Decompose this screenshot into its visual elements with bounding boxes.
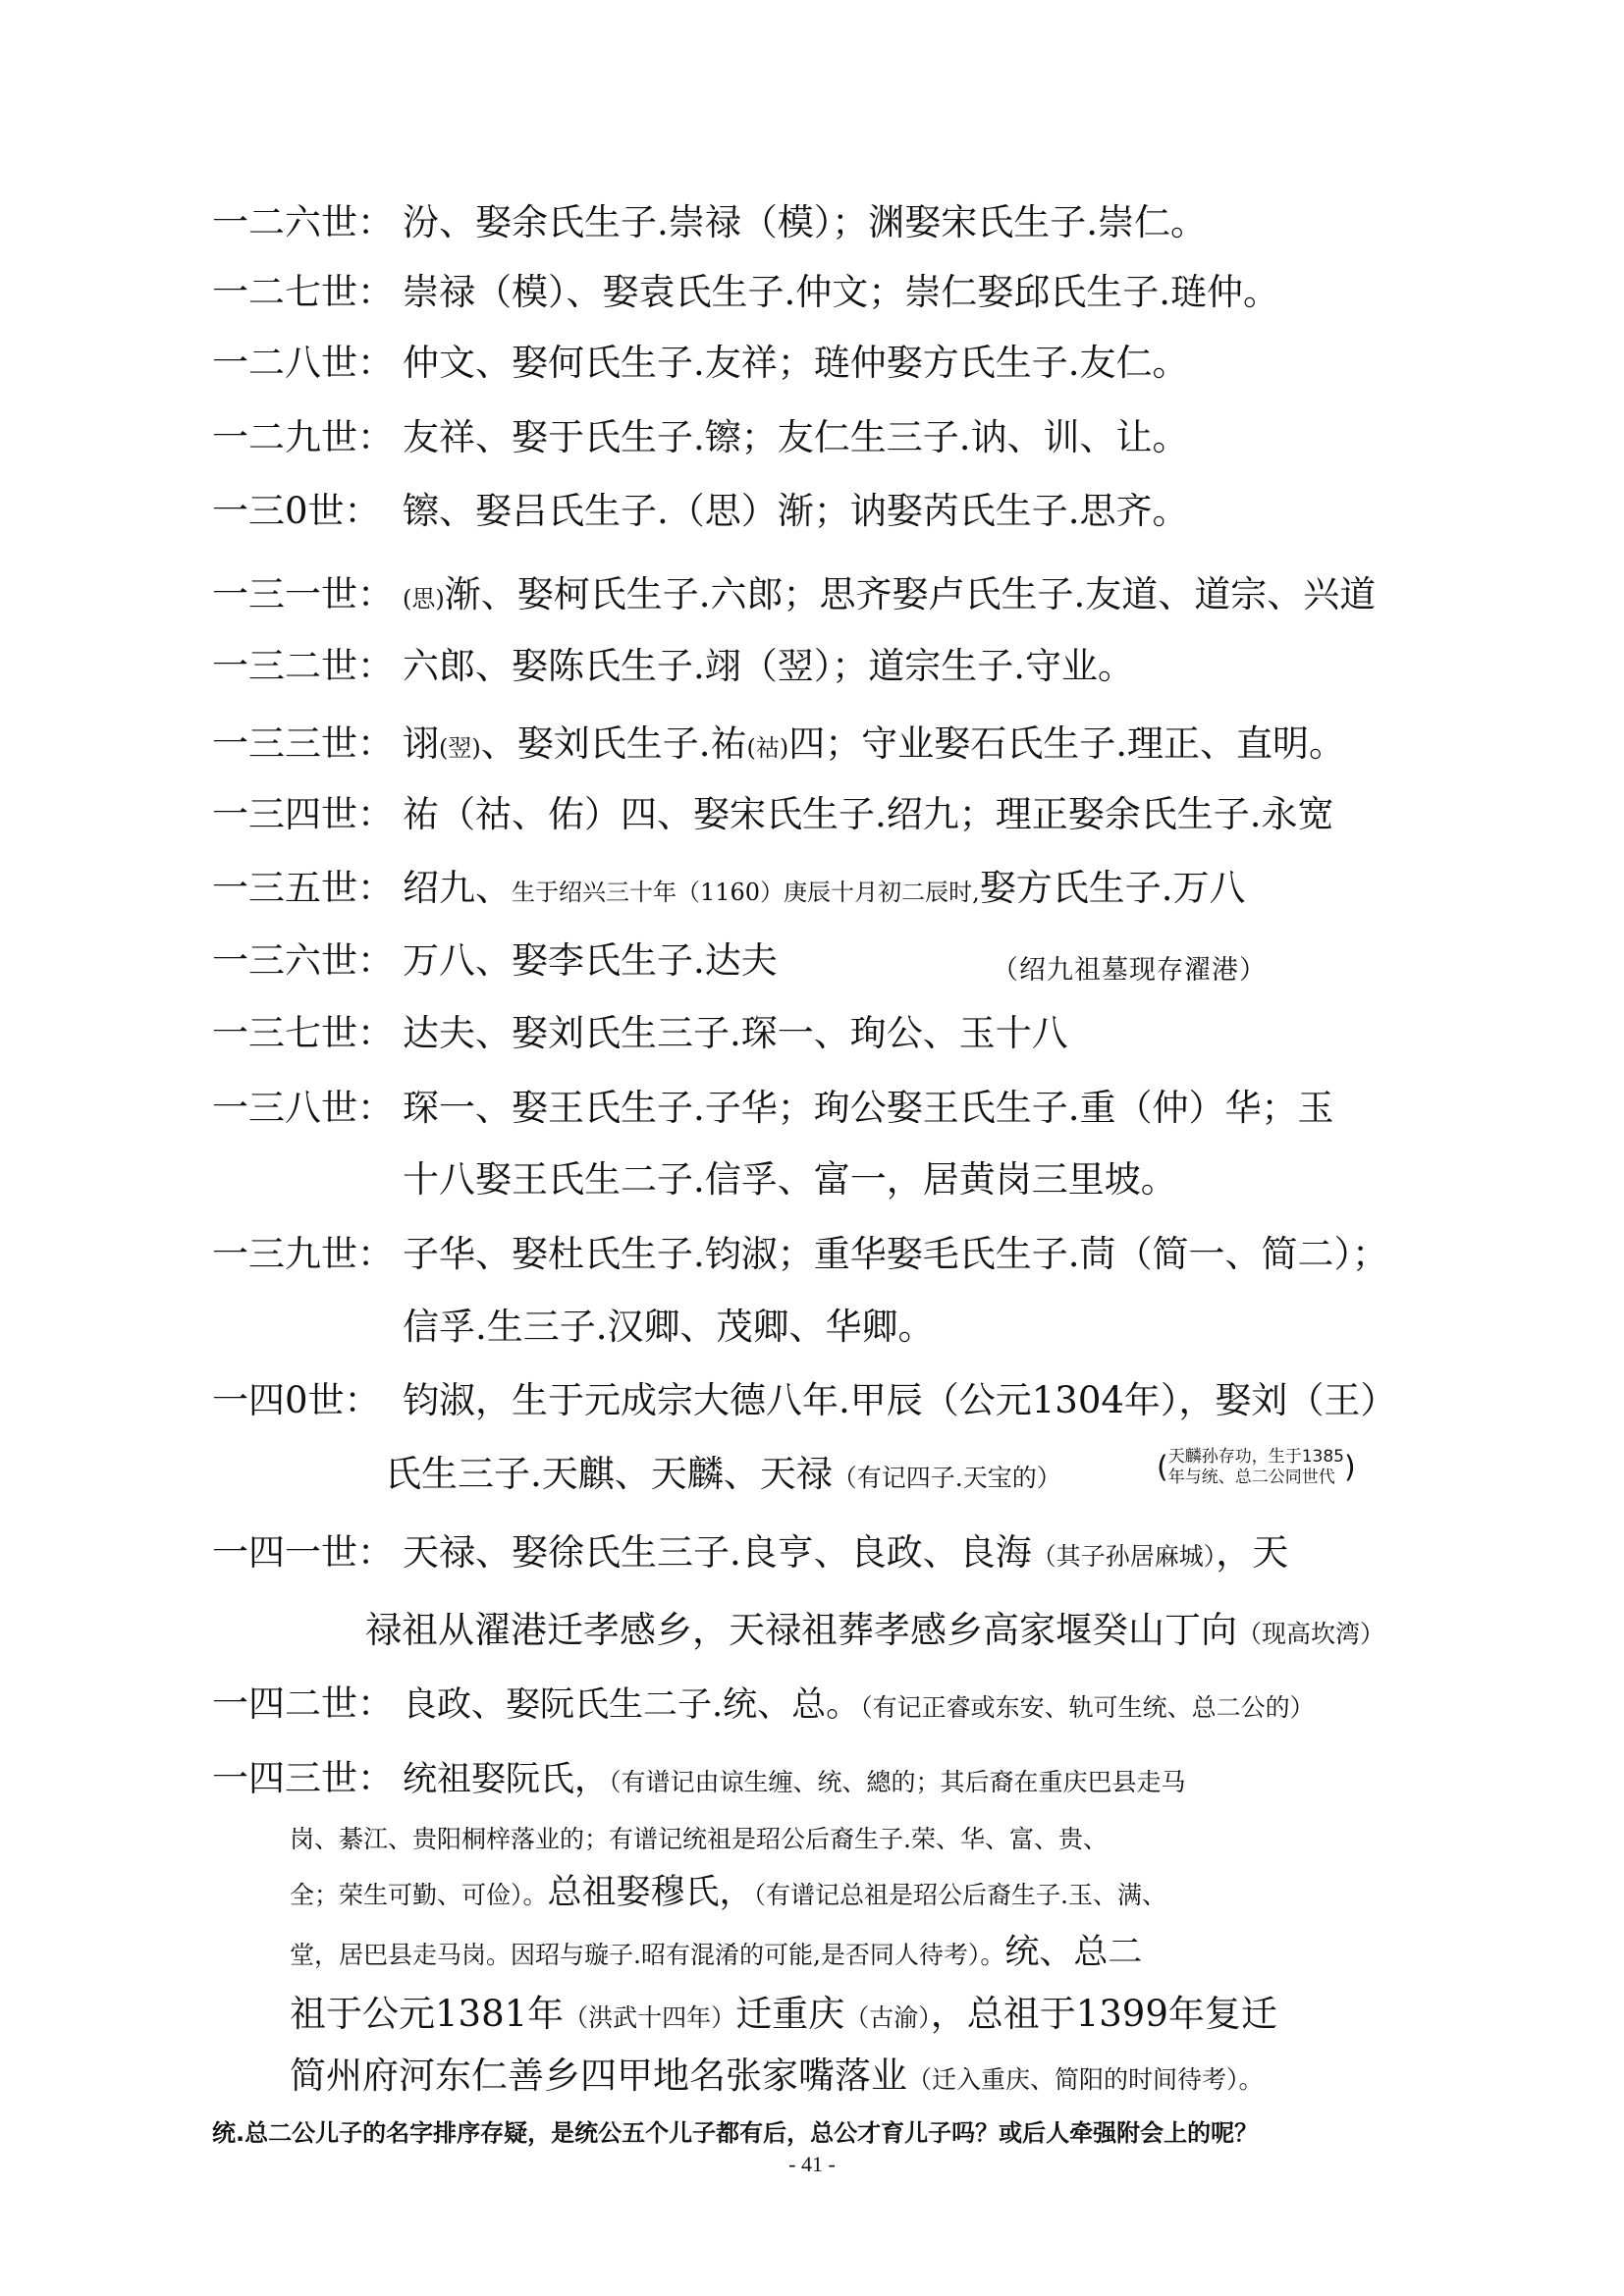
line-text: 天禄、娶徐氏生三子.良亨、良政、良海 xyxy=(403,1531,1032,1574)
generation-label: 一二八世： xyxy=(212,342,394,384)
line-text: 统祖娶阮氏， xyxy=(403,1760,610,1799)
line-text: 禄祖从濯港迁孝感乡，天禄祖葬孝感乡高家堰癸山丁向 xyxy=(365,1609,1237,1651)
line-note: （有谱记总祖是玿公后裔生子.玉、满、 xyxy=(753,1881,1166,1909)
line-text: 十八娶王氏生二子.信孚、富一，居黄岗三里坡。 xyxy=(403,1158,1177,1201)
line-text: ，天 xyxy=(1216,1531,1289,1574)
genealogy-line-143-cont2 xyxy=(290,1870,1166,1917)
line-text: 六郎、娶陈氏生子.翊（翌）；道宗生子.守业。 xyxy=(403,645,1135,687)
genealogy-line-129 xyxy=(212,416,1189,459)
genealogy-line-143-cont4 xyxy=(290,1993,1277,2040)
line-note: 堂，居巴县走马岗。因玿与璇子.昭有混淆的可能,是否同人待考）。 xyxy=(290,1941,1005,1969)
genealogy-line-143-cont5 xyxy=(290,2055,1264,2102)
line-note: （迁入重庆、简阳的时间待考）。 xyxy=(907,2065,1264,2094)
genealogy-line-140-cont xyxy=(385,1453,1061,1500)
line-text: 统、总二 xyxy=(1004,1933,1143,1972)
line-text: 迁重庆 xyxy=(735,1993,845,2035)
line-note: 全；荣生可勤、可俭）。 xyxy=(290,1881,548,1909)
genealogy-line-128 xyxy=(212,342,1189,385)
side-note-line: 年与统、总二公同世代 xyxy=(1167,1468,1335,1487)
generation-label: 一二六世： xyxy=(212,201,394,243)
generation-label: 一四0世： xyxy=(212,1379,381,1421)
generation-label: 一三八世： xyxy=(212,1087,394,1129)
line-note: （有记四子.天宝的） xyxy=(832,1464,1061,1492)
genealogy-line-138-cont xyxy=(403,1158,1177,1201)
line-note: （古渝） xyxy=(844,2003,931,2032)
tomb-note: （绍九祖墓现存濯港） xyxy=(992,955,1267,986)
generation-label: 一四二世： xyxy=(212,1682,394,1725)
genealogy-line-143-cont3 xyxy=(290,1930,1142,1977)
genealogy-line-131 xyxy=(212,573,1376,620)
genealogy-line-140 xyxy=(212,1379,1396,1422)
genealogy-line-134 xyxy=(212,793,1334,836)
line-text: 信孚.生三子.汉卿、茂卿、华卿。 xyxy=(403,1306,935,1348)
generation-label: 一三五世： xyxy=(212,867,394,909)
generation-label: 一二九世： xyxy=(212,416,394,458)
line-note: 岗、綦江、贵阳桐梓落业的；有谱记统祖是玿公后裔生子.荣、华、富、贵、 xyxy=(290,1825,1108,1853)
line-text: 、娶刘氏生子.祐 xyxy=(480,722,747,765)
line-text: 镲、娶吕氏生子.（思）渐；讷娶芮氏生子.思齐。 xyxy=(403,490,1189,532)
line-text: 钧淑，生于元成宗大德八年.甲辰（公元1304年），娶刘（王） xyxy=(403,1379,1397,1421)
generation-label: 一三四世： xyxy=(212,793,394,835)
generation-label: 一四一世： xyxy=(212,1531,394,1574)
line-text: 达夫、娶刘氏生三子.琛一、珣公、玉十八 xyxy=(403,1012,1068,1054)
line-note: （其子孙居麻城） xyxy=(1031,1542,1217,1571)
line-text: ，总祖于1399年复迁 xyxy=(930,1993,1277,2035)
generation-label: 一四三世： xyxy=(212,1757,394,1799)
generation-label: 一三0世： xyxy=(212,490,381,532)
generation-label: 一三九世： xyxy=(212,1233,394,1275)
genealogy-line-132 xyxy=(212,645,1134,688)
line-text: 子华、娶杜氏生子.钧淑；重华娶毛氏生子.茼（简一、简二）； xyxy=(403,1233,1389,1275)
line-note: （有谱记由谅生缠、统、總的；其后裔在重庆巴县走马 xyxy=(609,1768,1186,1796)
line-text: 渐、娶柯氏生子.六郎；思齐娶卢氏生子.友道、道宗、兴道 xyxy=(444,573,1377,615)
genealogy-line-127 xyxy=(212,271,1279,314)
page-number: - 41 - xyxy=(788,2152,836,2176)
genealogy-line-143-cont1 xyxy=(290,1814,1108,1861)
line-small-text: (祜) xyxy=(746,734,789,762)
line-text: 仲文、娶何氏生子.友祥；琏仲娶方氏生子.友仁。 xyxy=(403,342,1189,384)
line-text: 四；守业娶石氏生子.理正、直明。 xyxy=(788,722,1345,765)
generation-label: 一二七世： xyxy=(212,271,394,313)
generation-label: 一三三世： xyxy=(212,722,394,765)
genealogy-line-142 xyxy=(212,1682,1315,1730)
genealogy-line-141 xyxy=(212,1531,1288,1578)
line-text: 娶方氏生子.万八 xyxy=(979,867,1246,909)
footer-question: 统.总二公儿子的名字排序存疑，是统公五个儿子都有后，总公才育儿子吗？或后人牵强附会上的呢？ xyxy=(212,2119,1259,2147)
generation-label: 一三一世： xyxy=(212,573,394,615)
genealogy-line-139-cont xyxy=(403,1306,935,1349)
line-note: （洪武十四年） xyxy=(564,2003,736,2032)
line-note: （现高坎湾） xyxy=(1237,1620,1385,1648)
line-text: 祖于公元1381年 xyxy=(290,1993,565,2035)
line-text: 良政、娶阮氏生二子.统、总。 xyxy=(403,1685,861,1725)
line-text: 总祖娶穆氏， xyxy=(547,1873,754,1912)
line-small-text: 生于绍兴三十年（1160）庚辰十月初二辰时, xyxy=(512,879,980,906)
line-text: 氏生三子.天麒、天麟、天禄 xyxy=(385,1453,833,1495)
generation-label: 一三七世： xyxy=(212,1012,394,1054)
genealogy-line-135 xyxy=(212,867,1245,914)
side-note-line: 天麟孙存功，生于1385 xyxy=(1167,1447,1344,1467)
line-small-text: (思) xyxy=(403,585,445,613)
line-text: 琛一、娶王氏生子.子华；珣公娶王氏生子.重（仲）华；玉 xyxy=(403,1087,1334,1129)
line-text: 诩 xyxy=(403,722,439,765)
genealogy-line-137 xyxy=(212,1012,1068,1055)
genealogy-line-126 xyxy=(212,201,1207,244)
genealogy-line-143 xyxy=(212,1757,1186,1804)
line-note: （有记正睿或东安、轨可生统、总二公的） xyxy=(860,1693,1315,1722)
genealogy-line-139 xyxy=(212,1233,1388,1276)
line-text: 绍九、 xyxy=(403,867,512,909)
generation-label: 一三六世： xyxy=(212,939,394,982)
line-text: 万八、娶李氏生子.达夫 xyxy=(403,939,778,982)
genealogy-line-138 xyxy=(212,1087,1334,1130)
genealogy-line-136 xyxy=(212,939,778,983)
line-text: 汾、娶余氏生子.崇禄（模）；渊娶宋氏生子.崇仁。 xyxy=(403,201,1208,243)
side-note: (天麟孙存功，生于1385 年与统、总二公同世代 ) xyxy=(1157,1447,1356,1487)
genealogy-line-141-cont xyxy=(365,1609,1384,1656)
genealogy-line-133 xyxy=(212,722,1345,770)
genealogy-line-130 xyxy=(212,490,1189,533)
line-text: 祐（祜、佑）四、娶宋氏生子.绍九；理正娶余氏生子.永宽 xyxy=(403,793,1334,835)
line-text: 简州府河东仁善乡四甲地名张家嘴落业 xyxy=(290,2055,907,2097)
line-small-text: (翌) xyxy=(439,734,481,762)
line-text: 崇禄（模）、娶袁氏生子.仲文；崇仁娶邱氏生子.琏仲。 xyxy=(403,271,1280,313)
line-text: 友祥、娶于氏生子.镲；友仁生三子.讷、训、让。 xyxy=(403,416,1189,458)
generation-label: 一三二世： xyxy=(212,645,394,687)
